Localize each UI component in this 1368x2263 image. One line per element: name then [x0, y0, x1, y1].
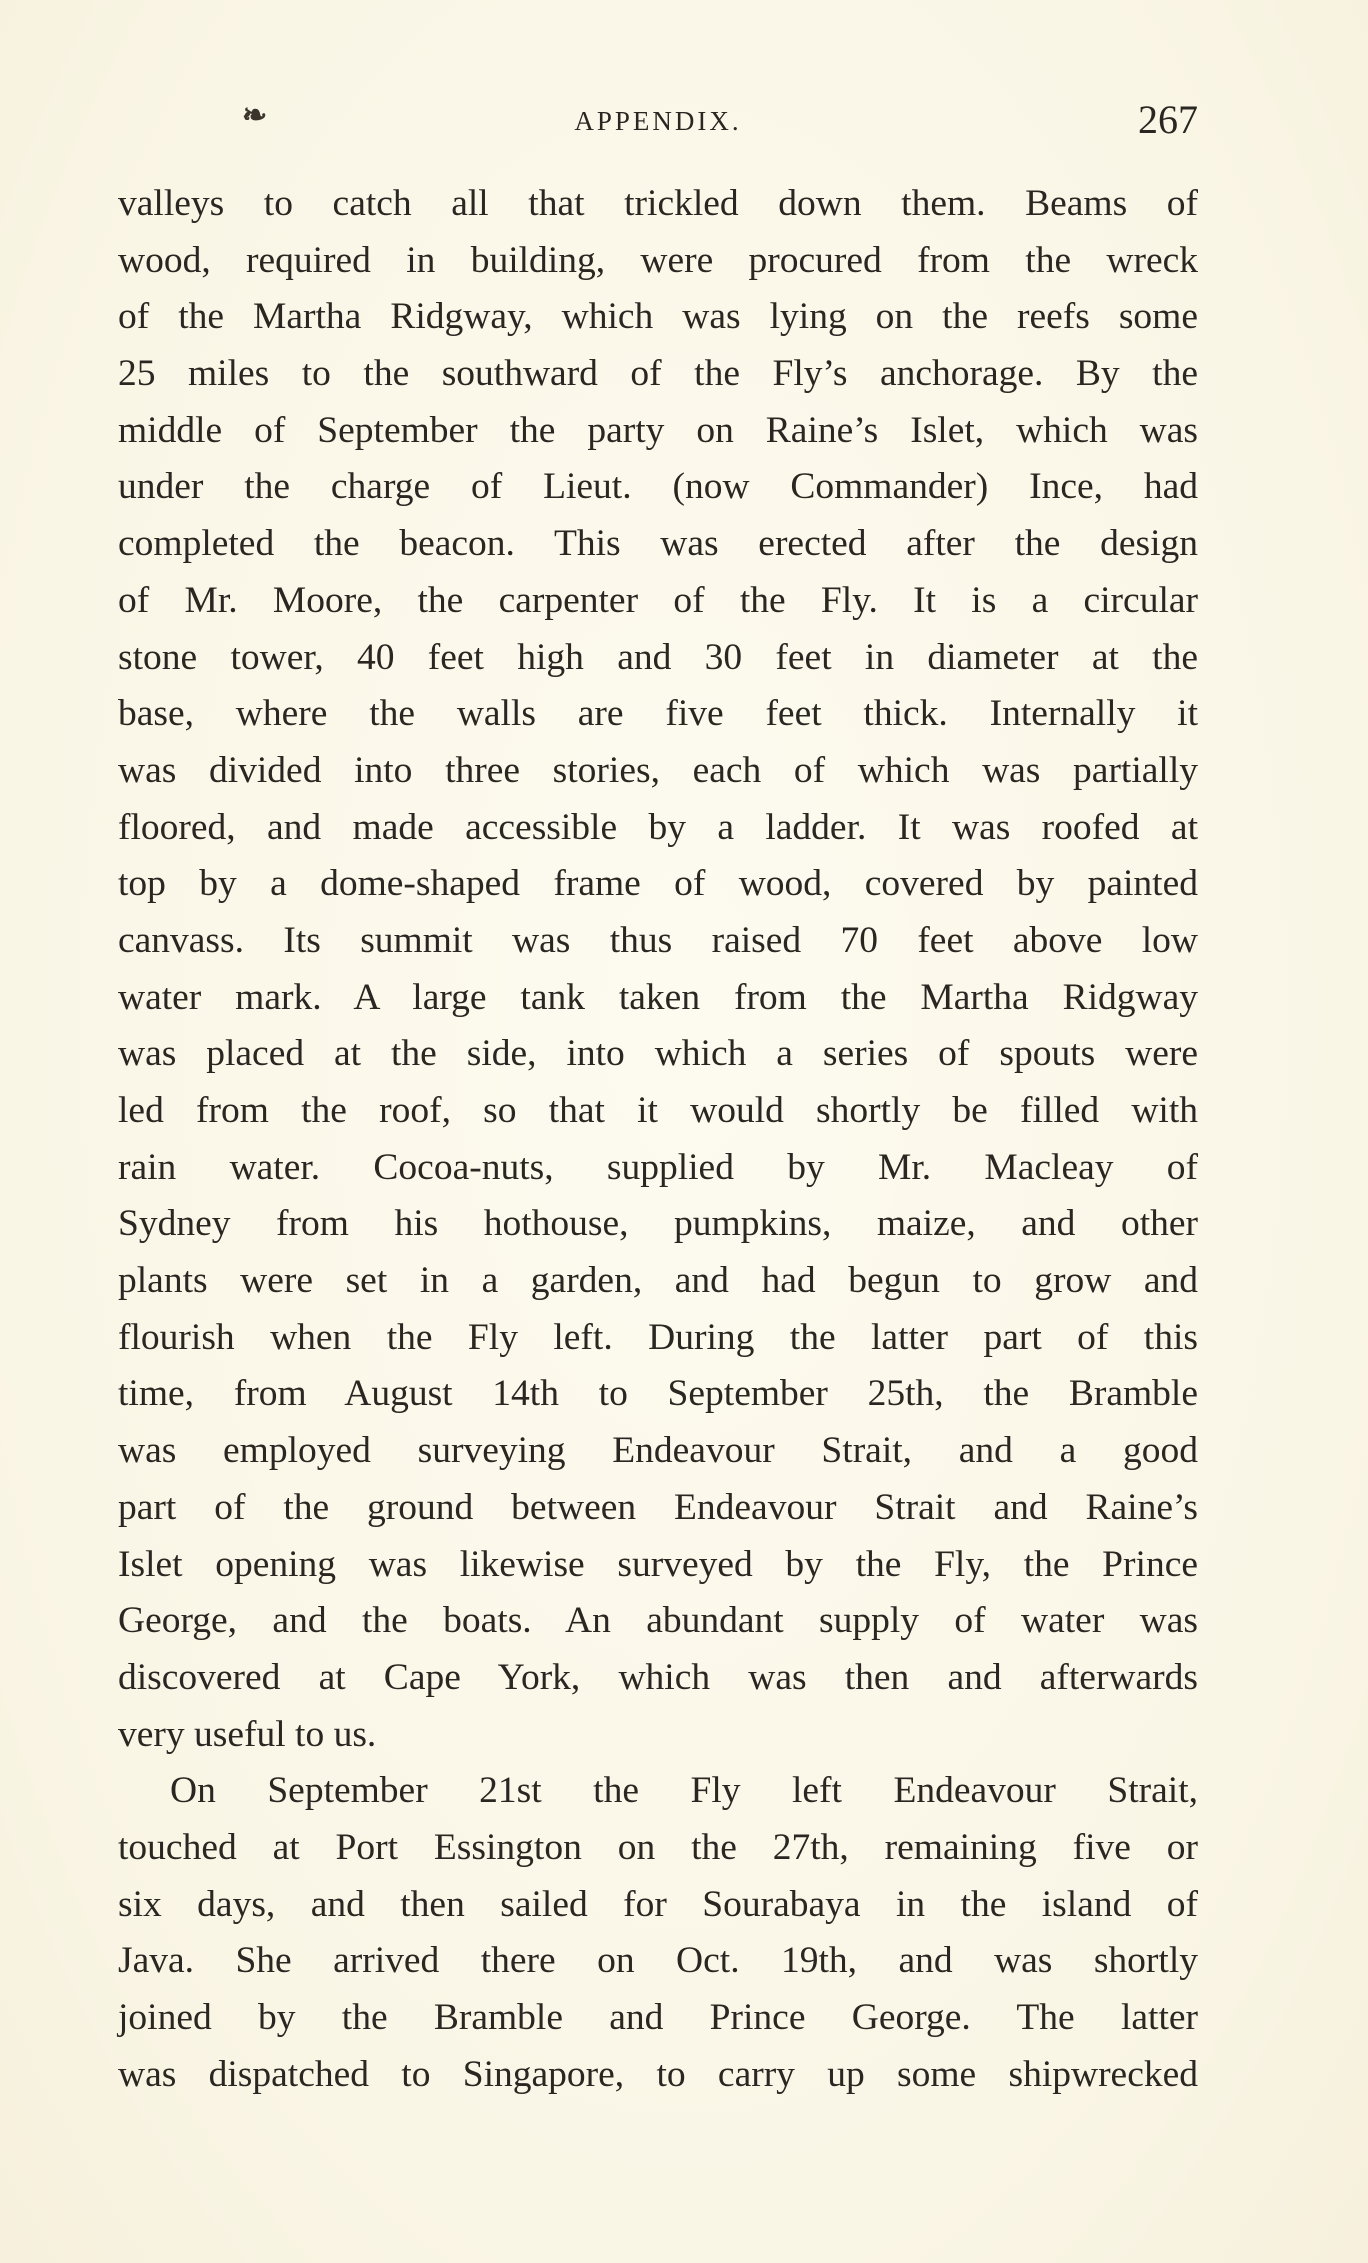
text-line: part of the ground between Endeavour Strait and Raine’s — [118, 1486, 1198, 1528]
text-line: rain water. Cocoa-nuts, supplied by Mr. Macleay of — [118, 1146, 1198, 1188]
text-line: plants were set in a garden, and had begun to grow and — [118, 1260, 1198, 1302]
text-line: canvass. Its summit was thus raised 70 feet above low — [118, 919, 1198, 961]
text-line: completed the beacon. This was erected after the design — [118, 523, 1198, 565]
text-line: time, from August 14th to September 25th, the Bramble — [118, 1373, 1198, 1415]
page-number: 267 — [1138, 97, 1198, 142]
text-line: was placed at the side, into which a series of spouts were — [118, 1033, 1198, 1075]
text-line: middle of September the party on Raine’s Islet, which was — [118, 409, 1198, 451]
text-line: water mark. A large tank taken from the Martha Ridgway — [118, 976, 1198, 1018]
text-line: flourish when the Fly left. During the latter part of this — [118, 1316, 1198, 1358]
text-line: was employed surveying Endeavour Strait, and a good — [118, 1430, 1198, 1472]
text-line: led from the roof, so that it would shortly be filled with — [118, 1090, 1198, 1131]
text-line: was divided into three stories, each of which was partially — [118, 749, 1198, 791]
text-line: Sydney from his hothouse, pumpkins, maize, and other — [118, 1203, 1198, 1245]
text-line: discovered at Cape York, which was then and afterwards — [118, 1656, 1198, 1698]
text-line: 25 miles to the southward of the Fly’s anchorage. By the — [118, 353, 1198, 395]
text-line: Islet opening was likewise surveyed by the Fly, the Prince — [118, 1543, 1198, 1585]
text-line: six days, and then sailed for Sourabaya in the island of — [118, 1883, 1198, 1925]
text-line: wood, required in building, were procured from the wreck — [118, 239, 1198, 281]
text-line: touched at Port Essington on the 27th, remaining five or — [118, 1826, 1198, 1868]
text-line: very useful to us. — [118, 1713, 377, 1755]
text-line: was dispatched to Singapore, to carry up some shipwrecked — [118, 2053, 1198, 2095]
text-line: Java. She arrived there on Oct. 19th, and was shortly — [118, 1940, 1198, 1982]
text-line: of the Martha Ridgway, which was lying on the reefs some — [118, 296, 1198, 338]
text-line: stone tower, 40 feet high and 30 feet in diameter at the — [118, 636, 1198, 678]
text-line: floored, and made accessible by a ladder. It was roofed at — [118, 806, 1198, 848]
running-head: APPENDIX. — [574, 106, 742, 136]
text-line: valleys to catch all that trickled down them. Beams of — [118, 183, 1198, 224]
body-text — [118, 176, 1198, 2103]
text-line: top by a dome-shaped frame of wood, covered by painted — [118, 863, 1198, 905]
page-header — [118, 92, 1198, 152]
text-line: base, where the walls are five feet thick. Internally it — [118, 693, 1198, 735]
text-line: George, and the boats. An abundant supply of water was — [118, 1600, 1198, 1642]
text-line: of Mr. Moore, the carpenter of the Fly. It is a circular — [118, 579, 1198, 621]
text-line: joined by the Bramble and Prince George. The latter — [118, 1997, 1198, 2038]
text-line: On September 21st the Fly left Endeavour Strait, — [170, 1770, 1198, 1812]
printer-mark-icon: ❧ — [242, 99, 268, 132]
text-line: under the charge of Lieut. (now Commander) Ince, had — [118, 466, 1198, 508]
